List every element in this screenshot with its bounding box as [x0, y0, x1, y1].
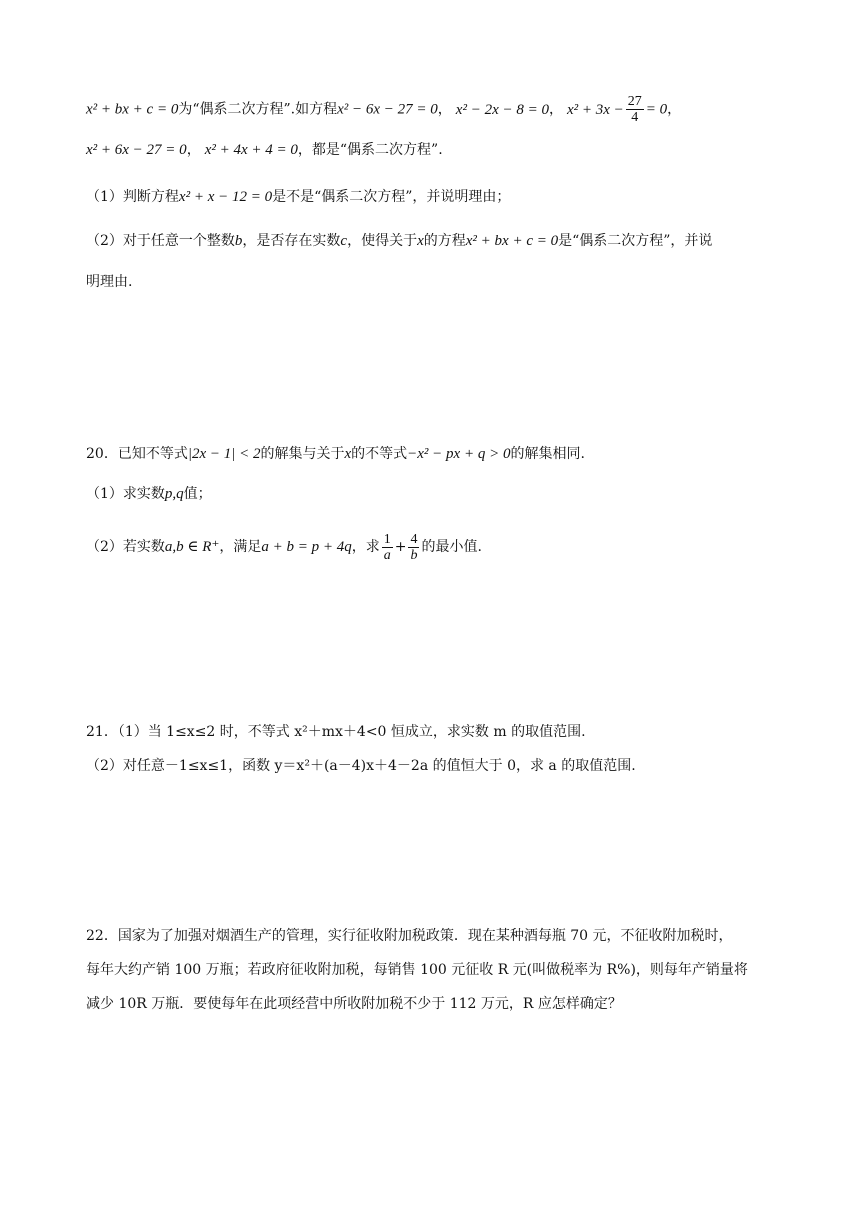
- q19-part2: （2）对于任意一个整数b，是否存在实数c，使得关于x的方程x² + bx + c = 0是“偶系二次方程”，并说: [86, 233, 713, 249]
- q19-part1: （1）判断方程x² + x − 12 = 0是不是“偶系二次方程”，并说明理由；: [86, 189, 511, 205]
- q20-stem: 20．已知不等式|2x − 1| < 2的解集与关于x的不等式−x² − px + q > 0的解集相同.: [86, 446, 585, 462]
- q20-part1: （1）求实数p,q值；: [86, 486, 212, 502]
- text: ，都是“偶系二次方程”.: [297, 142, 443, 158]
- q21-part1: 21．（1）当 1≤x≤2 时，不等式 x²＋mx＋4<0 恒成立，求实数 m 的取值范围.: [86, 724, 586, 740]
- equation: x² − 6x − 27 = 0: [337, 101, 438, 118]
- fraction: $\frac{4}{b}$: [410, 531, 418, 563]
- equation: a + b = p + 4q: [261, 539, 352, 555]
- inequality: −x² − px + q > 0: [407, 446, 511, 462]
- intro-line-1: x² + bx + c = 0为“偶系二次方程”.如方程x² − 6x − 27 = 0， x² − 2x − 8 = 0， x² + 3x − $\frac{27}{4}$ = 0，: [86, 94, 682, 125]
- equation: x² − 2x − 8 = 0: [455, 101, 549, 118]
- equation: x² + bx + c = 0: [465, 233, 559, 249]
- equation: x² + 6x − 27 = 0: [86, 142, 187, 158]
- equation: x² + 4x + 4 = 0: [204, 142, 298, 158]
- equation: x² + bx + c = 0: [86, 101, 179, 118]
- text: 为“偶系二次方程”.如方程: [178, 101, 338, 118]
- equation: x² + 3x −: [566, 101, 624, 118]
- fraction: $\frac{1}{a}$: [383, 531, 391, 563]
- q22-line-1: 22．国家为了加强对烟酒生产的管理，实行征收附加税政策．现在某种酒每瓶 70 元，不征收附加税时，: [86, 928, 733, 944]
- q19-part2-cont: 明理由.: [86, 274, 133, 290]
- q22-line-3: 减少 10R 万瓶．要使每年在此项经营中所收附加税不少于 112 万元，R 应怎样确定？: [86, 996, 622, 1012]
- inequality: |2x − 1| < 2: [187, 446, 261, 462]
- intro-line-2: x² + 6x − 27 = 0， x² + 4x + 4 = 0，都是“偶系二次方程”.: [86, 142, 443, 158]
- q21-part2: （2）对任意－1≤x≤1，函数 y＝x²＋(a－4)x＋4－2a 的值恒大于 0，求 a 的取值范围.: [86, 758, 636, 774]
- fraction: $\frac{27}{4}$: [627, 94, 642, 125]
- q22-line-2: 每年大约产销 100 万瓶；若政府征收附加税，每销售 100 元征收 R 元(叫做税率为 R%)，则每年产销量将: [86, 962, 748, 978]
- equation: x² + x − 12 = 0: [178, 189, 273, 205]
- q20-part2: （2）若实数a,b ∈ R⁺，满足a + b = p + 4q，求 $\frac{1}{a}$ + $\frac{4}{b}$ 的最小值.: [86, 531, 482, 563]
